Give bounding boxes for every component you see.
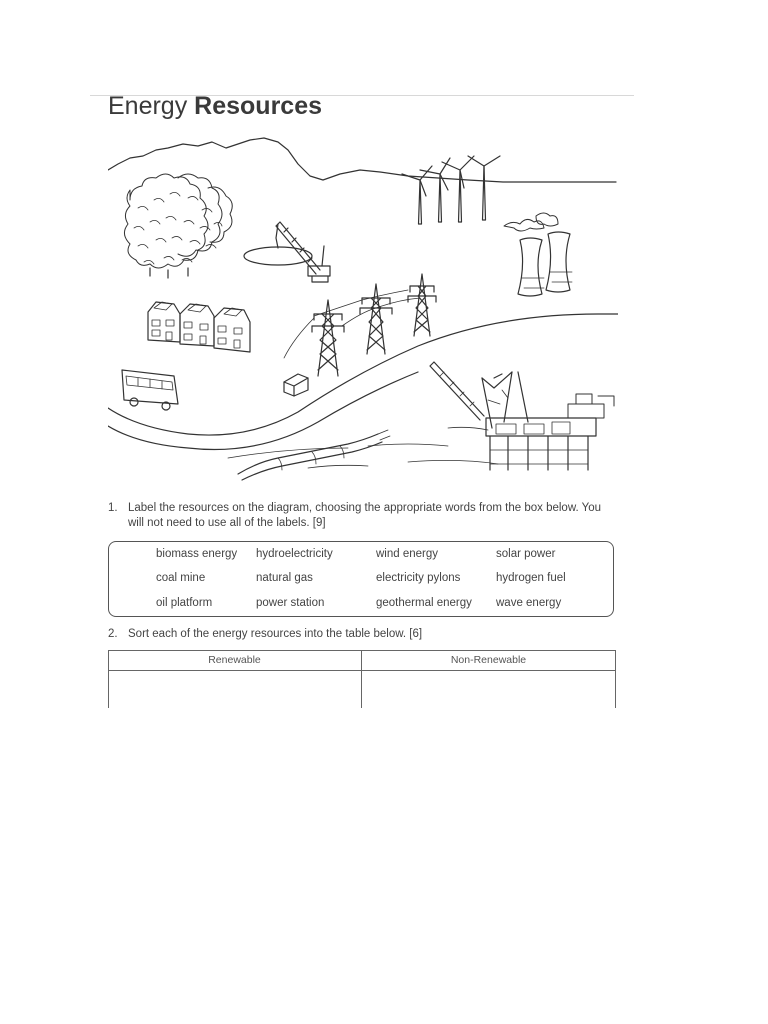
word-option: geothermal energy: [376, 597, 472, 609]
word-option: wave energy: [496, 597, 562, 609]
non-renewable-answer-cell[interactable]: [364, 672, 614, 708]
cooling-towers-icon: [504, 213, 572, 296]
substation-icon: [284, 374, 308, 396]
word-option: natural gas: [256, 572, 313, 584]
word-box: [108, 541, 614, 617]
question-2-number: 2.: [108, 628, 118, 640]
question-1-number: 1.: [108, 502, 118, 514]
wind-turbines-icon: [402, 156, 500, 224]
title-light: Energy: [108, 92, 188, 120]
word-option: hydrogen fuel: [496, 572, 566, 584]
dredger-crane-icon: [244, 222, 330, 282]
renewable-answer-cell[interactable]: [110, 672, 360, 708]
word-option: wind energy: [376, 548, 439, 560]
pipeline-icon: [238, 430, 390, 480]
sorting-table: [108, 650, 616, 708]
page-title: [108, 92, 322, 121]
question-1: [108, 501, 608, 533]
question-2: [108, 627, 608, 643]
river-icon: [108, 314, 618, 468]
title-bold: Resources: [194, 92, 323, 120]
forest-icon: [124, 174, 232, 278]
non-renewable-header: Non-Renewable: [450, 654, 527, 666]
word-option: coal mine: [156, 572, 206, 584]
hills-icon: [108, 138, 616, 182]
question-1-text: Label the resources on the diagram, choosing the appropriate words from the box below. You will not need to use all of the labels. [9]: [128, 502, 602, 529]
oil-platform-icon: [430, 362, 614, 470]
word-option: biomass energy: [156, 548, 238, 560]
word-option: hydroelectricity: [256, 548, 333, 560]
word-option: power station: [256, 597, 325, 609]
word-option: electricity pylons: [376, 572, 461, 584]
question-2-text: Sort each of the energy resources into the table below. [6]: [128, 628, 423, 640]
bus-icon: [122, 370, 178, 410]
houses-with-solar-panels-icon: [148, 302, 250, 352]
table-right-border: [615, 650, 616, 708]
energy-resources-diagram: [108, 128, 618, 484]
renewable-header: Renewable: [208, 654, 261, 666]
word-option: solar power: [496, 548, 556, 560]
word-option: oil platform: [156, 597, 213, 609]
electricity-pylons-icon: [284, 274, 436, 376]
